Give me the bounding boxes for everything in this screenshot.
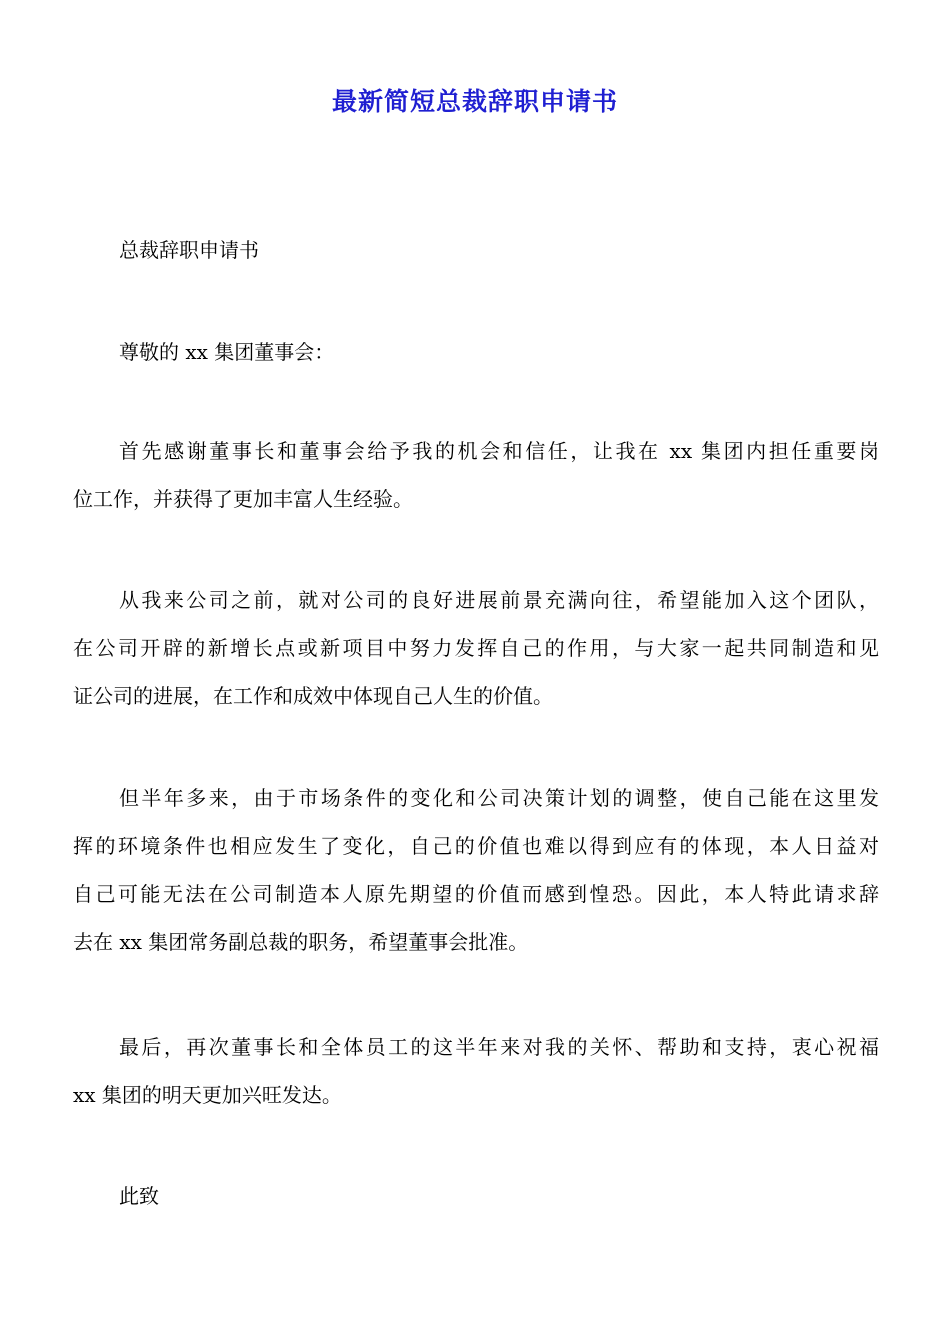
heading-text: 总裁辞职申请书 <box>119 238 259 262</box>
paragraph-4 <box>73 1023 879 1119</box>
paragraph-line: 挥的环境条件也相应发生了变化，自己的价值也难以得到应有的体现，本人日益对 <box>73 834 879 858</box>
paragraph-line: 证公司的进展，在工作和成效中体现自己人生的价值。 <box>73 684 553 708</box>
paragraph-line: xx 集团的明天更加兴旺发达。 <box>73 1083 342 1107</box>
paragraph-line: 去在 xx 集团常务副总裁的职务，希望董事会批准。 <box>73 930 529 954</box>
paragraph-line: 从我来公司之前，就对公司的良好进展前景充满向往，希望能加入这个团队， <box>119 588 879 612</box>
closing-text: 此致 <box>119 1184 159 1208</box>
paragraph-3 <box>73 774 879 966</box>
salutation <box>73 328 879 376</box>
paragraph-line: 首先感谢董事长和董事会给予我的机会和信任，让我在 xx 集团内担任重要岗 <box>119 439 879 463</box>
closing <box>73 1172 879 1220</box>
paragraph-line: 在公司开辟的新增长点或新项目中努力发挥自己的作用，与大家一起共同制造和见 <box>73 636 879 660</box>
paragraph-1 <box>73 427 879 523</box>
salutation-text: 尊敬的 xx 集团董事会： <box>119 340 335 364</box>
document-heading <box>73 226 879 274</box>
paragraph-line: 最后，再次董事长和全体员工的这半年来对我的关怀、帮助和支持，衷心祝福 <box>119 1035 879 1059</box>
paragraph-line: 但半年多来，由于市场条件的变化和公司决策计划的调整，使自己能在这里发 <box>119 786 879 810</box>
paragraph-2 <box>73 576 879 720</box>
paragraph-line: 位工作，并获得了更加丰富人生经验。 <box>73 487 413 511</box>
document-title: 最新简短总裁辞职申请书 <box>331 87 618 116</box>
paragraph-line: 自己可能无法在公司制造本人原先期望的价值而感到惶恐。因此，本人特此请求辞 <box>73 882 879 906</box>
